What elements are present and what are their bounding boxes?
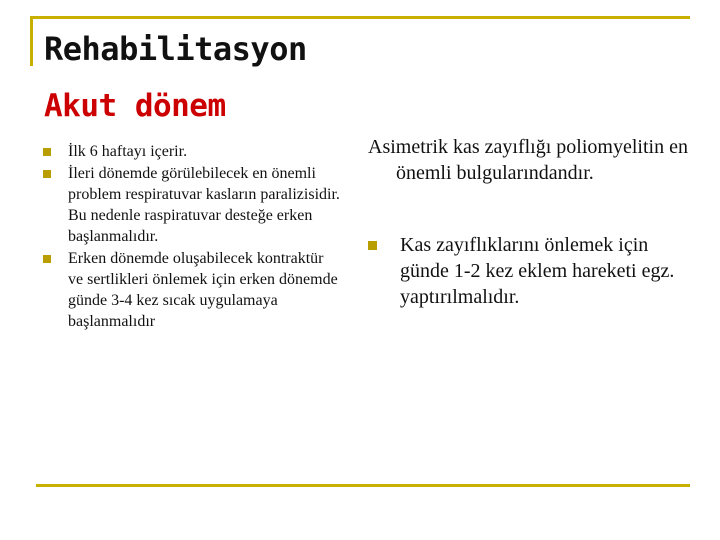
left-item-text: Erken dönemde oluşabilecek kontraktür ve sertlikleri önlemek için erken dönemde günde 3-4 kez sıcak uygulamaya başlanmalıdır [68,250,338,330]
square-bullet-icon [368,241,377,250]
right-paragraph: Asimetrik kas zayıflığı poliomyelitin en önemli bulgularındandır. [368,136,688,184]
square-bullet-icon [43,148,51,156]
left-item-text: İleri dönemde görülebilecek en önemli problem respiratuvar kasların paralizisidir. Bu nedenle raspiratuvar desteğe erken başlanmalıdır. [68,165,340,245]
left-list-item [40,163,340,247]
right-item-text: Kas zayıflıklarını önlemek için günde 1-2 kez eklem hareketi egz. yaptırılmalıdır. [400,234,675,308]
slide-subtitle: Akut dönem [44,88,226,124]
left-accent-line [30,16,33,66]
top-divider-line [30,16,690,19]
slide-title: Rehabilitasyon [44,30,307,68]
bottom-divider-line [36,484,690,487]
left-list-item [40,141,340,162]
square-bullet-icon [43,170,51,178]
right-bullet-list [368,232,698,310]
square-bullet-icon [43,255,51,263]
left-bullet-list [40,141,340,333]
right-column [368,134,698,310]
right-list-item [368,232,698,310]
left-item-text: İlk 6 haftayı içerir. [68,143,188,160]
left-list-item [40,248,340,332]
